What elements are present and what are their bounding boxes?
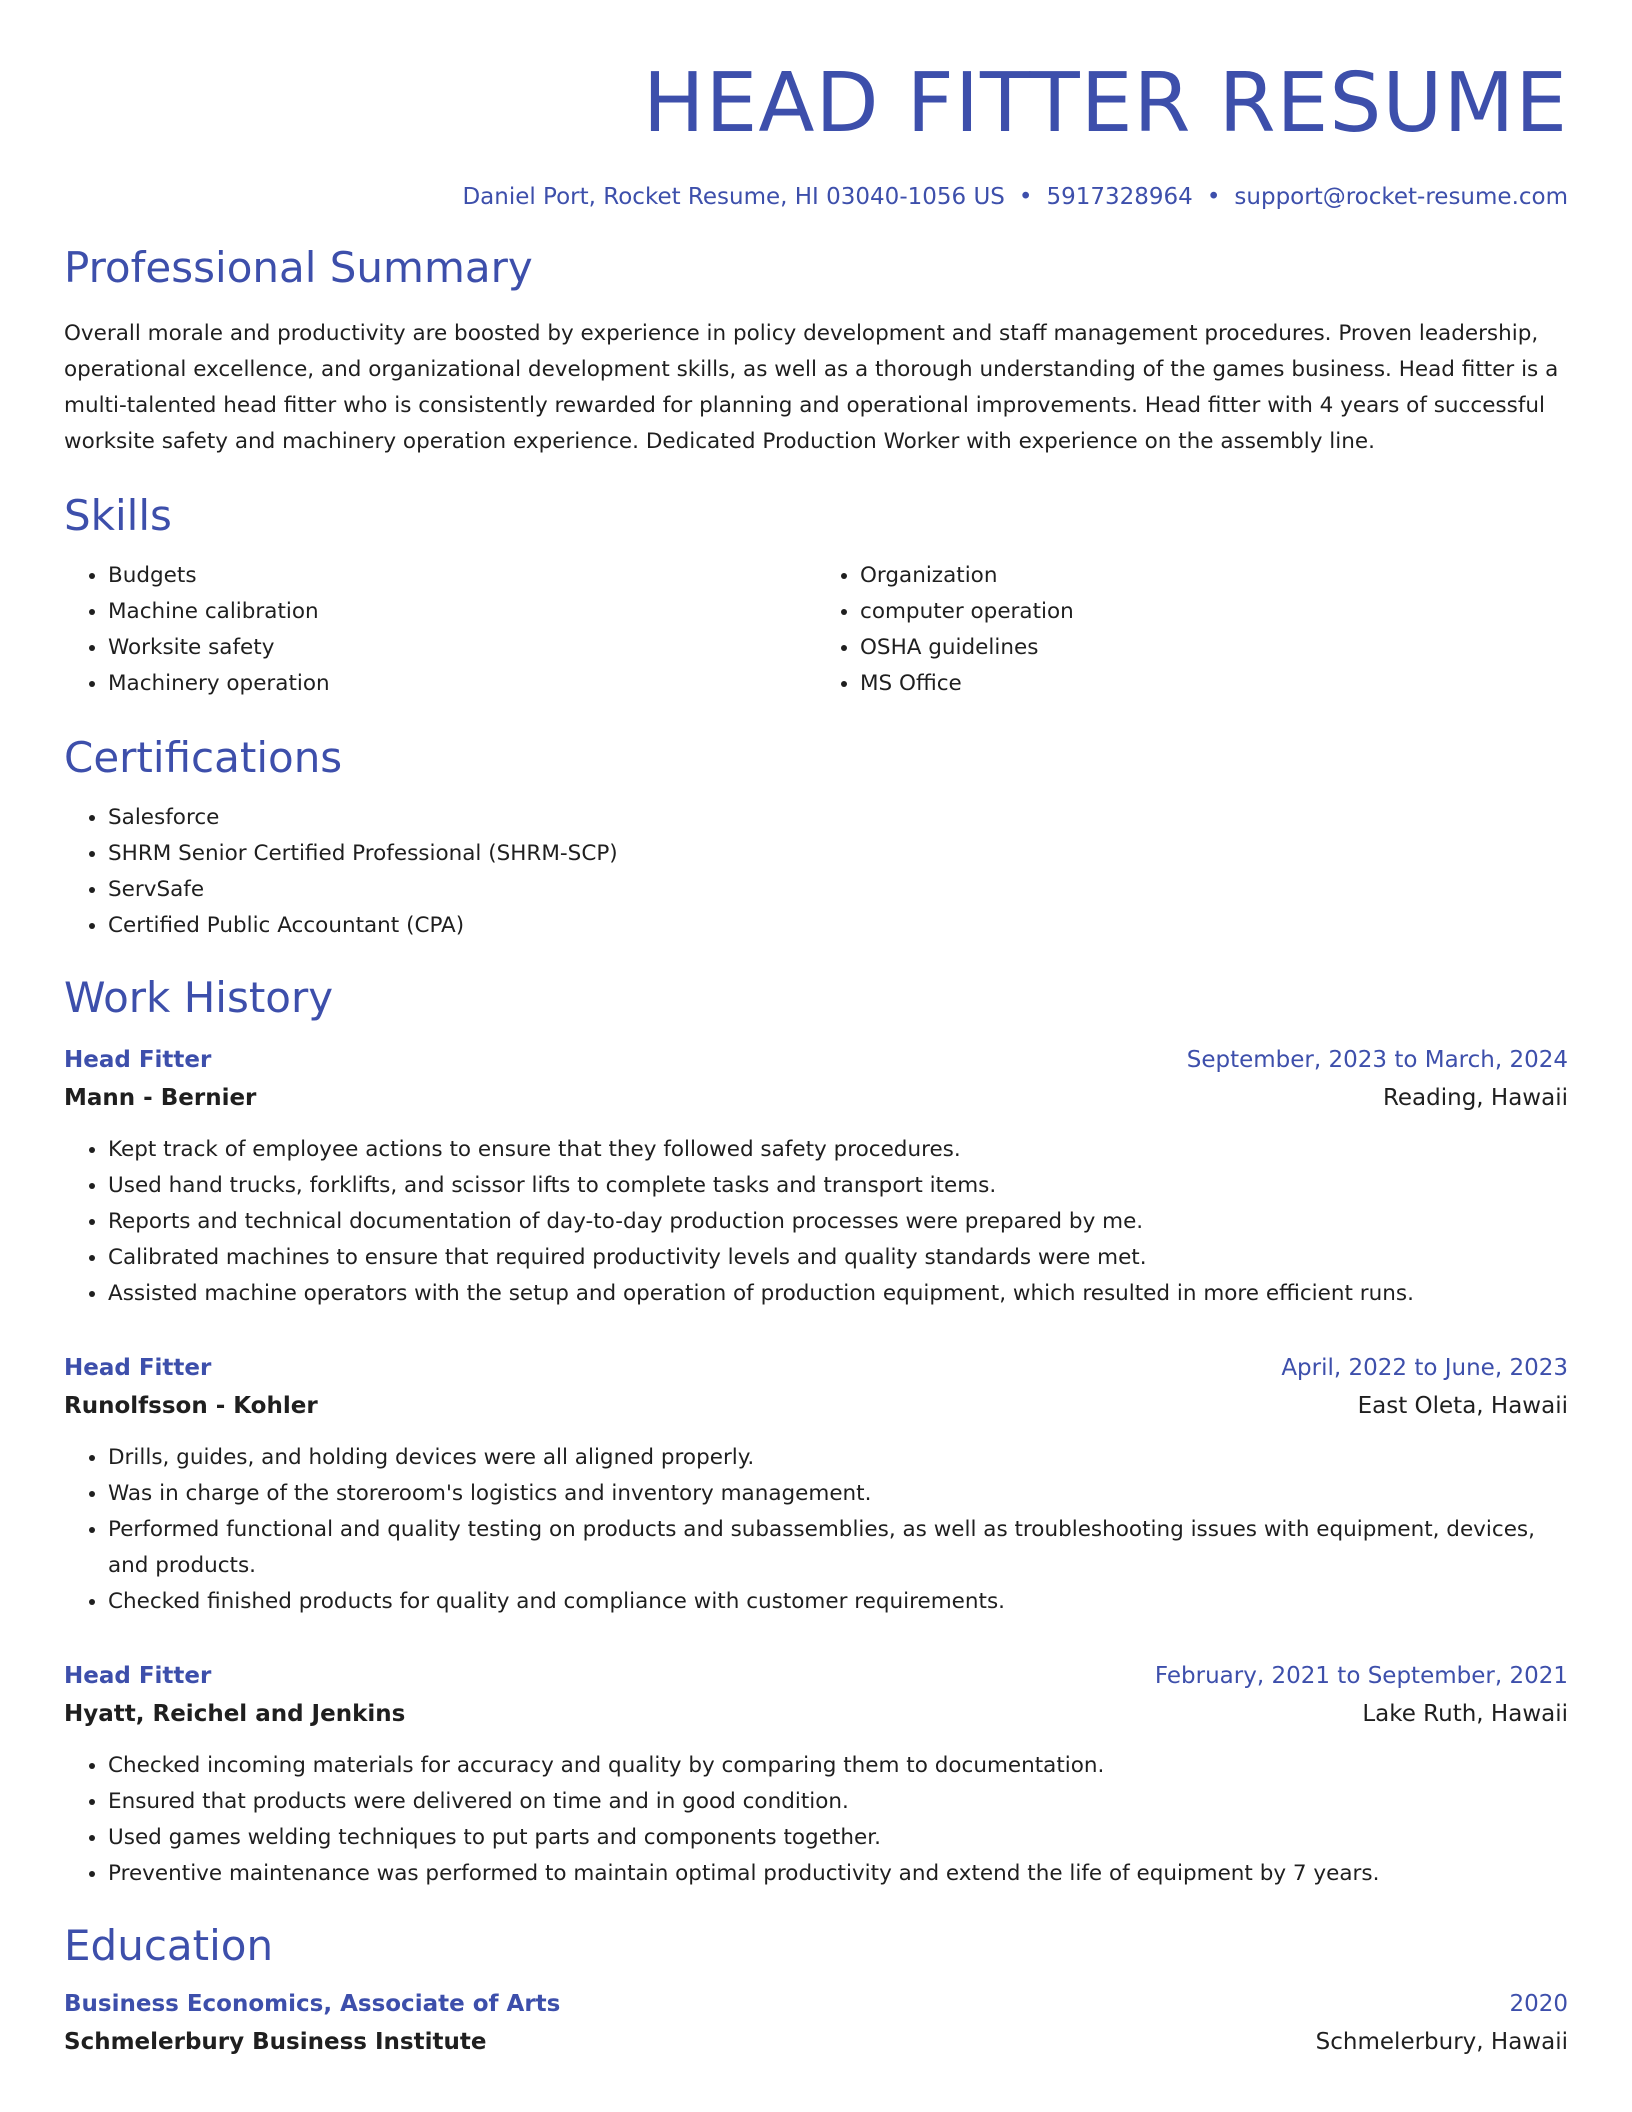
resume-title: HEAD FITTER RESUME	[642, 56, 1568, 151]
resume-header	[64, 56, 1568, 212]
job-dates: February, 2021 to September, 2021	[1154, 1663, 1568, 1689]
job-entry	[64, 1350, 1568, 1620]
job-bullet: • Checked finished products for quality and compliance with customer requirements.	[108, 1584, 1568, 1620]
skill-item: • MS Office	[860, 666, 1568, 702]
job-company-row	[64, 1386, 1568, 1426]
certification-item: • Salesforce	[108, 800, 1568, 836]
contact-address: Daniel Port, Rocket Resume, HI 03040-1056 US	[462, 184, 1005, 210]
job-title-row	[64, 1658, 1568, 1694]
job-dates: September, 2023 to March, 2024	[1186, 1047, 1568, 1073]
skill-item: • Machinery operation	[108, 666, 816, 702]
job-company: Mann - Bernier	[64, 1085, 257, 1111]
job-title-row	[64, 1350, 1568, 1386]
job-bullet: • Used hand trucks, forklifts, and scissor lifts to complete tasks and transport items.	[108, 1168, 1568, 1204]
education-degree: Business Economics, Associate of Arts	[64, 1991, 561, 2017]
certifications-heading: Certifications	[64, 733, 343, 782]
job-bullets	[64, 1440, 1568, 1620]
skills-list-left	[64, 558, 816, 702]
job-company: Runolfsson - Kohler	[64, 1393, 318, 1419]
skill-item: • Budgets	[108, 558, 816, 594]
certification-item: • ServSafe	[108, 872, 1568, 908]
job-bullets	[64, 1132, 1568, 1312]
education-year: 2020	[1509, 1991, 1568, 2017]
skills-list-right	[816, 558, 1568, 702]
job-bullet: • Checked incoming materials for accuracy and quality by comparing them to documentation.	[108, 1748, 1568, 1784]
skill-item: • Machine calibration	[108, 594, 816, 630]
education-school: Schmelerbury Business Institute	[64, 2029, 487, 2055]
contact-separator: •	[1018, 184, 1033, 210]
work-history-heading: Work History	[64, 973, 334, 1022]
job-entry	[64, 1042, 1568, 1312]
certification-item: • SHRM Senior Certified Professional (SHRM-SCP)	[108, 836, 1568, 872]
certifications-section	[64, 732, 1568, 944]
job-bullet: • Calibrated machines to ensure that required productivity levels and quality standards were met.	[108, 1240, 1568, 1276]
job-bullet: • Was in charge of the storeroom's logistics and inventory management.	[108, 1476, 1568, 1512]
job-company: Hyatt, Reichel and Jenkins	[64, 1701, 406, 1727]
summary-heading: Professional Summary	[64, 243, 533, 292]
education-entry	[64, 1986, 1568, 2062]
contact-line	[64, 182, 1568, 212]
skills-columns	[64, 558, 1568, 702]
summary-text: Overall morale and productivity are boosted by experience in policy development and staff management procedures. Proven leadership, operational excellence, and organizational development skills, as well as a thorough understanding of the games business. Head fitter is a multi-talented head fitter who is consistently rewarded for planning and operational improvements. Head fitter with 4 years of successful worksite safety and machinery operation experience. Dedicated Production Worker with experience on the assembly line.	[64, 321, 1559, 454]
education-degree-row	[64, 1986, 1568, 2022]
job-bullet: • Ensured that products were delivered on time and in good condition.	[108, 1784, 1568, 1820]
certifications-list	[64, 800, 1568, 944]
job-location: Lake Ruth, Hawaii	[1362, 1701, 1568, 1727]
job-bullet: • Reports and technical documentation of day-to-day production processes were prepared by me.	[108, 1204, 1568, 1240]
job-title: Head Fitter	[64, 1663, 212, 1689]
contact-phone: 5917328964	[1046, 184, 1193, 210]
education-location: Schmelerbury, Hawaii	[1315, 2029, 1568, 2055]
job-title-row	[64, 1042, 1568, 1078]
summary-section	[64, 242, 1568, 460]
skill-item: • computer operation	[860, 594, 1568, 630]
job-company-row	[64, 1694, 1568, 1734]
job-company-row	[64, 1078, 1568, 1118]
job-bullet: • Used games welding techniques to put parts and components together.	[108, 1820, 1568, 1856]
skill-item: • Worksite safety	[108, 630, 816, 666]
job-title: Head Fitter	[64, 1047, 212, 1073]
job-location: East Oleta, Hawaii	[1357, 1393, 1568, 1419]
job-dates: April, 2022 to June, 2023	[1281, 1355, 1568, 1381]
job-bullet: • Performed functional and quality testing on products and subassemblies, as well as troubleshooting issues with equipment, devices, and products.	[108, 1512, 1568, 1584]
job-bullets	[64, 1748, 1568, 1892]
skills-section	[64, 490, 1568, 702]
work-history-section	[64, 972, 1568, 1892]
skill-item: • OSHA guidelines	[860, 630, 1568, 666]
job-title: Head Fitter	[64, 1355, 212, 1381]
job-entry	[64, 1658, 1568, 1892]
job-bullet: • Kept track of employee actions to ensure that they followed safety procedures.	[108, 1132, 1568, 1168]
job-location: Reading, Hawaii	[1382, 1085, 1568, 1111]
certification-item: • Certified Public Accountant (CPA)	[108, 908, 1568, 944]
job-bullet: • Drills, guides, and holding devices were all aligned properly.	[108, 1440, 1568, 1476]
skills-heading: Skills	[64, 491, 172, 540]
contact-separator: •	[1206, 184, 1221, 210]
skill-item: • Organization	[860, 558, 1568, 594]
education-school-row	[64, 2022, 1568, 2062]
education-section	[64, 1920, 1568, 2062]
job-bullet: • Assisted machine operators with the setup and operation of production equipment, which resulted in more efficient runs.	[108, 1276, 1568, 1312]
contact-email[interactable]: support@rocket-resume.com	[1234, 184, 1568, 210]
job-bullet: • Preventive maintenance was performed to maintain optimal productivity and extend the life of equipment by 7 years.	[108, 1856, 1568, 1892]
education-heading: Education	[64, 1921, 274, 1970]
